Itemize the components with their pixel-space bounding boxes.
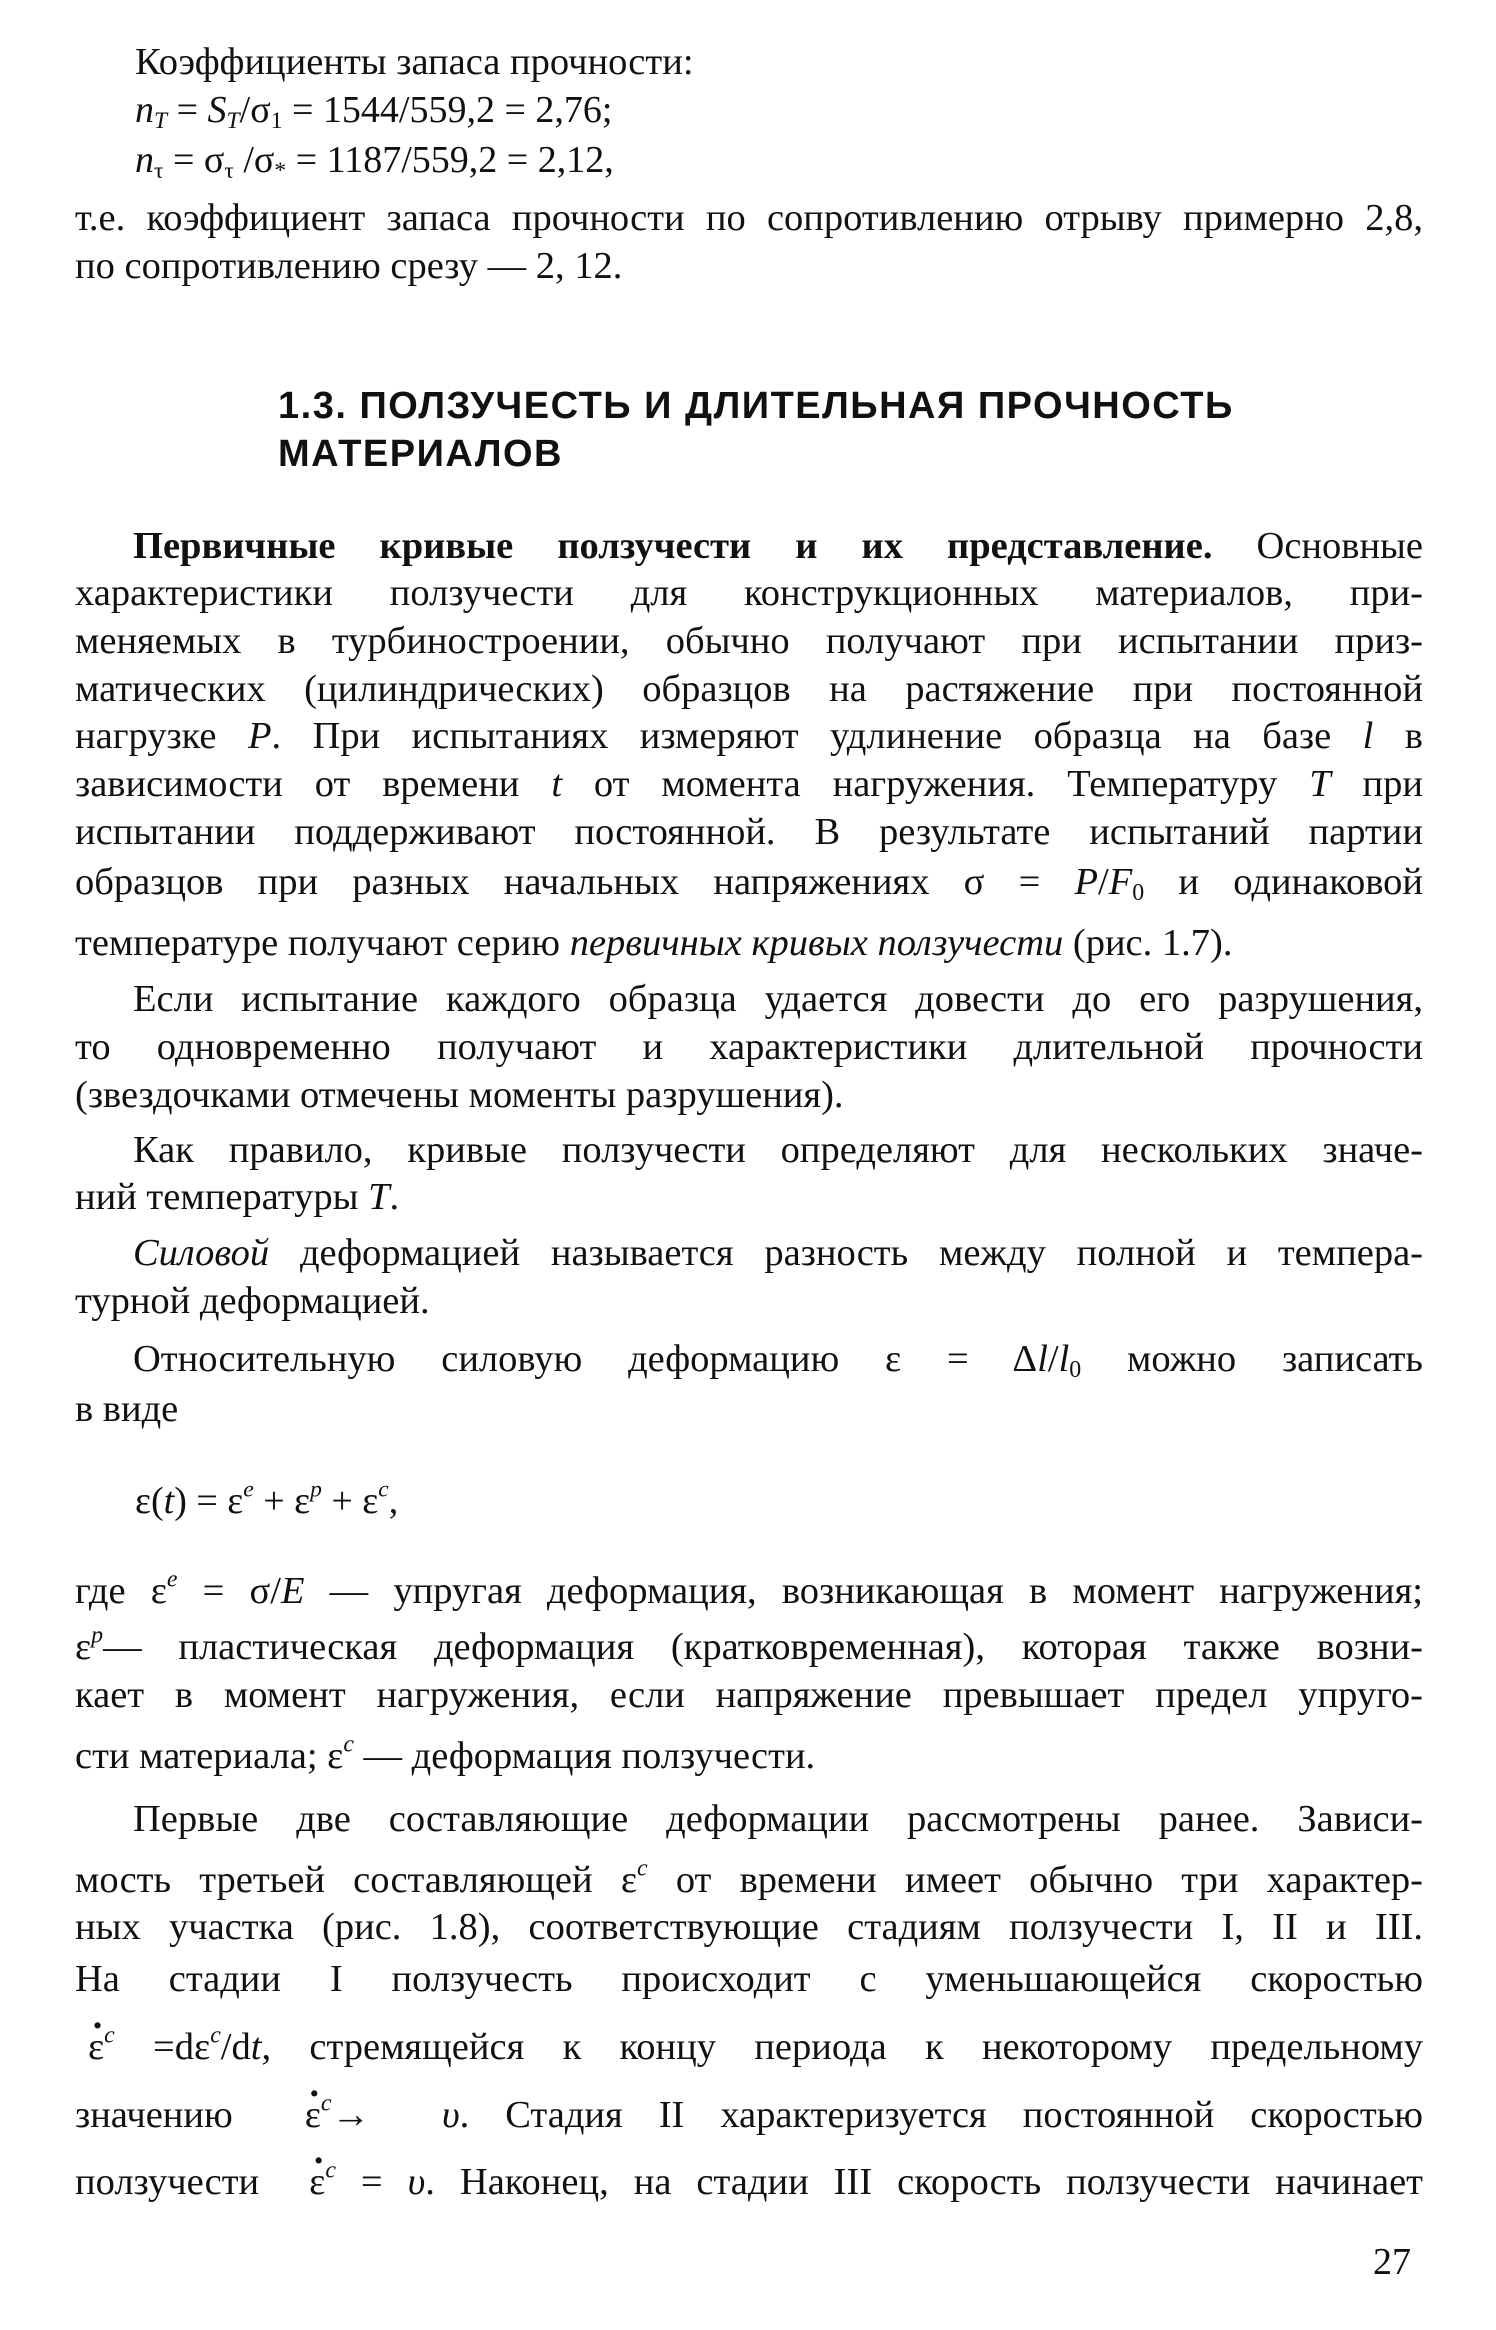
para6-line-1: где $\varepsilon^e = \sigma/E$ — упругая деформация, возникающая в момент нагружения; xyxy=(75,1566,1424,1612)
para1-bold-lead: Первичные кривые ползучести и их представление. xyxy=(133,525,1213,567)
para2-line-2: то одновременно получают и характеристики длительной прочности xyxy=(75,1026,1423,1068)
para3-line-2: ний температуры T. xyxy=(75,1176,400,1218)
section-heading xyxy=(278,382,1378,430)
para1-line-6: зависимости от времени t от момента нагружения. Температуру T при xyxy=(75,763,1423,805)
formula-n-tau: $n_\tau = \sigma_\tau$ $/\sigma_* = 1187/559,2 = 2,12$, xyxy=(135,139,614,184)
formula-n-T: $n_T = S_T/\sigma_1 = 1544/559,2 = 2,76$; xyxy=(135,89,613,134)
strength-coefficients-label: Коэффициенты запаса прочности: xyxy=(135,41,694,83)
para1-line-9: температуре получают серию первичных кривых ползучести (рис. 1.7). xyxy=(75,922,1233,964)
para7-line-7: ползучести · $\varepsilon^c = \upsilon$. Наконец, на стадии III скорость ползучести начинает xyxy=(75,2158,1423,2206)
para5-line-1: Относительную силовую деформацию $\varepsilon = \Delta l/l_0$ можно записать xyxy=(133,1338,1423,1383)
intro-line-2: по сопротивлению срезу — 2, 12. xyxy=(75,245,623,287)
para1-line-2: характеристики ползучести для конструкционных материалов, при- xyxy=(75,572,1423,614)
para1-line-3: меняемых в турбиностроении, обычно получают при испытании приз- xyxy=(75,620,1423,662)
para4-line-1: Силовой деформацией называется разность между полной и темпера- xyxy=(133,1232,1423,1274)
para7-line-2: мость третьей составляющей $\varepsilon^c$ от времени имеет обычно три характер- xyxy=(75,1855,1423,1901)
para6-line-3: кает в момент нагружения, если напряжение превышает предел упруго- xyxy=(75,1674,1423,1716)
para3-line-1: Как правило, кривые ползучести определяют для нескольких значе- xyxy=(133,1129,1423,1171)
para1-line-5: нагрузке P. При испытаниях измеряют удлинение образца на базе l в xyxy=(75,715,1423,757)
section-number: 1.3. xyxy=(278,385,348,427)
section-title-line-2: МАТЕРИАЛОВ xyxy=(278,433,563,475)
section-title-line-1: ПОЛЗУЧЕСТЬ И ДЛИТЕЛЬНАЯ ПРОЧНОСТЬ xyxy=(359,385,1234,427)
para7-line-3: ных участка (рис. 1.8), соответствующие стадиям ползучести I, II и III. xyxy=(75,1906,1423,1948)
para2-line-3: (звездочками отмечены моменты разрушения). xyxy=(75,1074,844,1116)
intro-line-1: т.е. коэффициент запаса прочности по сопротивлению отрыву примерно 2,8, xyxy=(75,197,1423,239)
para7-line-5: · $\varepsilon^c =d\varepsilon^c/dt$, стремящейся к концу периода к некоторому предельному xyxy=(88,2023,1423,2071)
para6-line-4: сти материала; $\varepsilon^c$ — деформация ползучести. xyxy=(75,1731,816,1777)
para7-line-1: Первые две составляющие деформации рассмотрены ранее. Зависи- xyxy=(133,1798,1423,1840)
formula-total-strain: $\varepsilon(t) = \varepsilon^e + \varepsilon^p + \varepsilon^c$, xyxy=(135,1476,399,1522)
para2-line-1: Если испытание каждого образца удается довести до его разрушения, xyxy=(133,978,1423,1020)
para1-line-8: образцов при разных начальных напряжениях $\sigma = P/F_0$ и одинаковой xyxy=(75,861,1424,906)
para7-line-4: На стадии I ползучесть происходит с уменьшающейся скоростью xyxy=(75,1958,1423,2000)
para6-line-2: $\varepsilon^p—$ пластическая деформация (кратковременная), которая также возни- xyxy=(75,1622,1423,1668)
para1-line-7: испытании поддерживают постоянной. В результате испытаний партии xyxy=(75,811,1423,853)
para4-line-2: турной деформацией. xyxy=(75,1280,430,1322)
page-number: 27 xyxy=(1373,2241,1411,2283)
para1-line-4: матических (цилиндрических) образцов на растяжение при постоянной xyxy=(75,668,1423,710)
para5-line-2: в виде xyxy=(75,1388,179,1430)
para7-line-6: значению · $\varepsilon^c\to \upsilon$. Стадия II характеризуется постоянной скоростью xyxy=(75,2091,1423,2139)
para1-line-1: Первичные кривые ползучести и их представление. Основные xyxy=(133,525,1424,567)
